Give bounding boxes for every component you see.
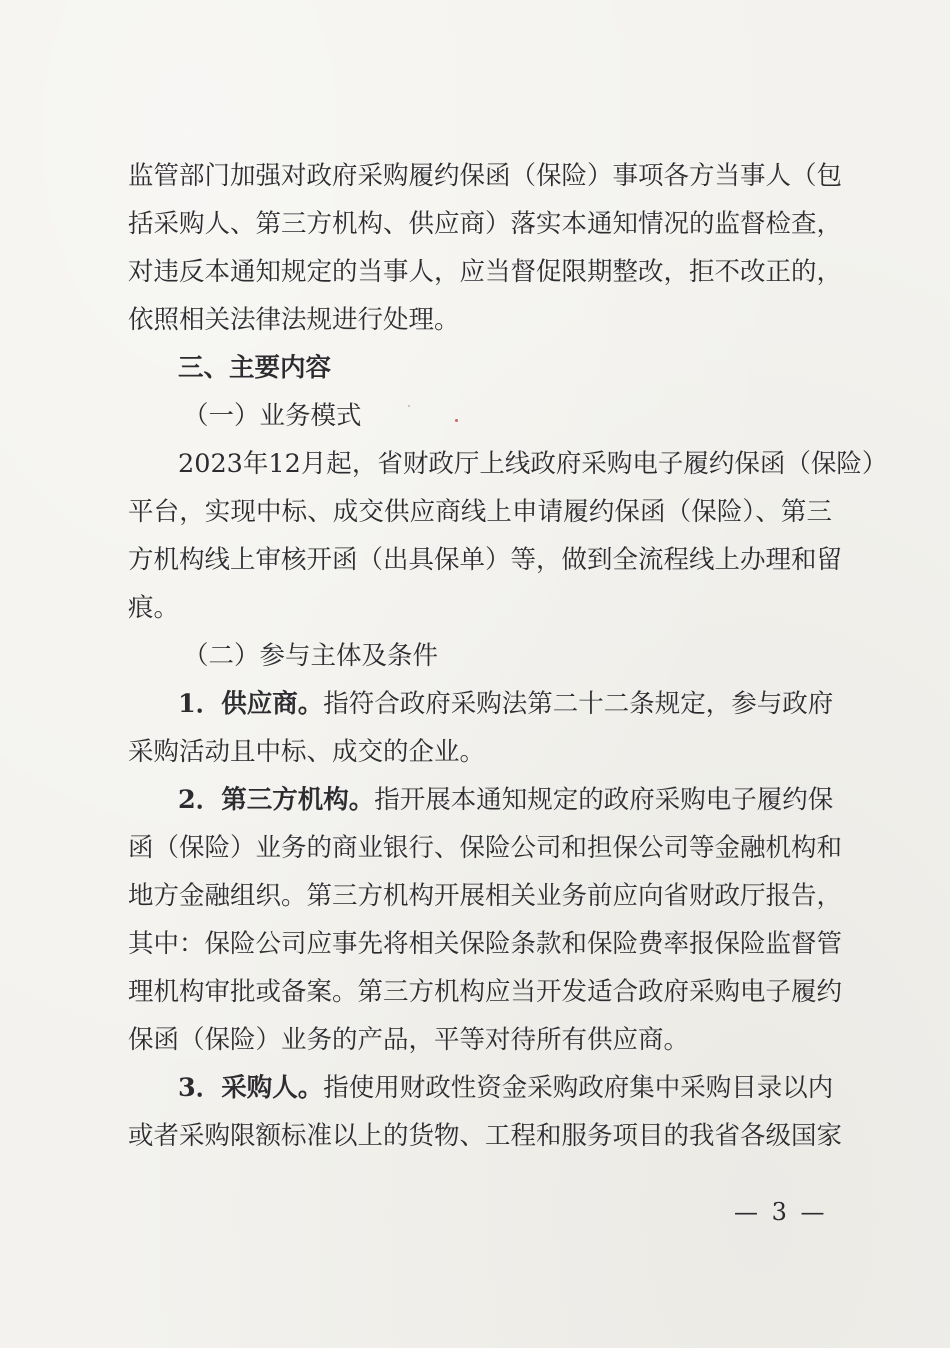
item-2-line-2: 函（保险）业务的商业银行、保险公司和担保公司等金融机构和 bbox=[128, 833, 843, 863]
item-1-text: 指符合政府采购法第二十二条规定，参与政府 bbox=[323, 689, 834, 719]
paragraph-2-line-4: 痕。 bbox=[128, 593, 180, 623]
subsection-1-heading: （一）业务模式 bbox=[183, 401, 362, 431]
item-2-text: 指开展本通知规定的政府采购电子履约保 bbox=[374, 785, 834, 815]
item-3-title: 3．采购人。 bbox=[178, 1073, 324, 1103]
scan-speck bbox=[455, 419, 458, 422]
item-2-title: 2．第三方机构。 bbox=[178, 785, 375, 815]
paragraph-1-line-1: 监管部门加强对政府采购履约保函（保险）事项各方当事人（包 bbox=[128, 161, 843, 191]
item-3-line-1 bbox=[178, 1072, 832, 1104]
paragraph-1-line-4: 依照相关法律法规进行处理。 bbox=[128, 305, 460, 335]
item-2-line-3: 地方金融组织。第三方机构开展相关业务前应向省财政厅报告， bbox=[128, 881, 843, 911]
item-3-text: 指使用财政性资金采购政府集中采购目录以内 bbox=[323, 1073, 834, 1103]
paragraph-2-line-1: 2023年12月起，省财政厅上线政府采购电子履约保函（保险） bbox=[178, 449, 888, 479]
subsection-2-heading: （二）参与主体及条件 bbox=[183, 641, 439, 671]
paragraph-1-line-3: 对违反本通知规定的当事人，应当督促限期整改，拒不改正的， bbox=[128, 257, 843, 287]
paragraph-2-line-3: 方机构线上审核开函（出具保单）等，做到全流程线上办理和留 bbox=[128, 545, 843, 575]
item-2-line-5: 理机构审批或备案。第三方机构应当开发适合政府采购电子履约 bbox=[128, 977, 843, 1007]
paragraph-2-line-2: 平台，实现中标、成交供应商线上申请履约保函（保险）、第三 bbox=[128, 497, 832, 527]
section-3-heading: 三、主要内容 bbox=[178, 353, 332, 383]
page-number: — 3 — bbox=[734, 1198, 828, 1226]
item-1-line-2: 采购活动且中标、成交的企业。 bbox=[128, 737, 486, 767]
item-1-line-1 bbox=[178, 688, 832, 720]
item-2-line-6: 保函（保险）业务的产品，平等对待所有供应商。 bbox=[128, 1025, 690, 1055]
item-2-line-4: 其中：保险公司应事先将相关保险条款和保险费率报保险监督管 bbox=[128, 929, 843, 959]
item-2-line-1 bbox=[178, 784, 832, 816]
item-3-line-2: 或者采购限额标准以上的货物、工程和服务项目的我省各级国家 bbox=[128, 1121, 843, 1151]
item-1-title: 1．供应商。 bbox=[178, 689, 324, 719]
scan-speck bbox=[408, 405, 410, 407]
paragraph-1-line-2: 括采购人、第三方机构、供应商）落实本通知情况的监督检查， bbox=[128, 209, 843, 239]
